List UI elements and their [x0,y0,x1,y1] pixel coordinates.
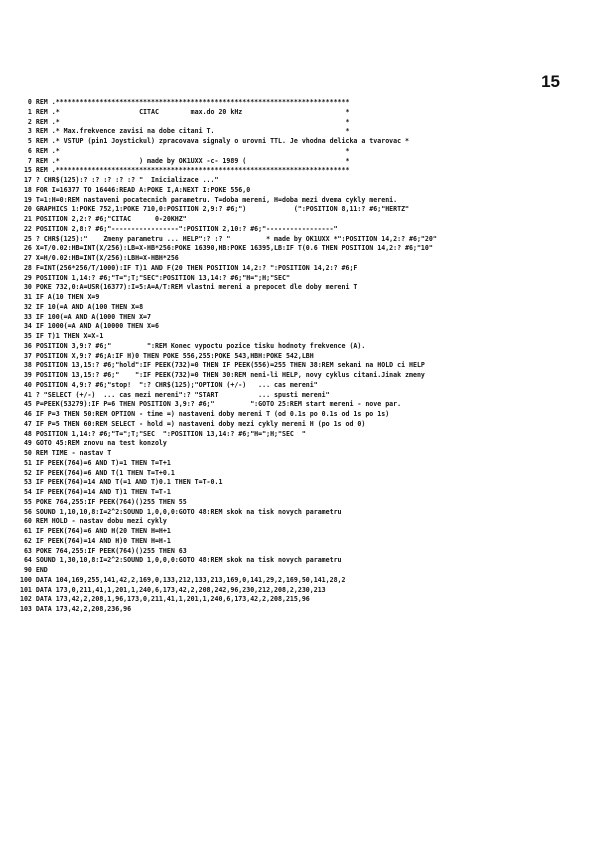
listing-line: 103 DATA 173,42,2,208,236,96 [16,605,132,613]
listing-line: 62 IF PEEK(764)=14 AND H)0 THEN H=H-1 [16,536,171,545]
page-number: 15 [541,72,560,91]
listing-line: 5 REM .* VSTUP (pin1 Joystickul) zpracovava signaly o urovni TTL. Je vhodna delicka a tvarovac * [16,137,410,145]
listing-line: 46 IF P=3 THEN 50:REM OPTION - time =) nastaveni doby mereni T (od 0.1s po 0.1s od 1s po 1s) [16,410,390,418]
listing-line: 102 DATA 173,42,2,208,1,96,173,0,211,41,1,201,1,240,6,173,42,2,208,215,96 [16,595,310,604]
listing-line: 32 IF 10(=A AND A(100 THEN X=8 [16,302,144,311]
listing-line: 63 POKE 764,255:IF PEEK(764)()255 THEN 63 [16,546,187,555]
listing-line: 29 POSITION 1,14:? #6;"T=";T;"SEC":POSITION 13,14:? #6;"H=";H;"SEC" [16,273,290,282]
listing-line: 51 IF PEEK(764)=6 AND T)=1 THEN T=T+1 [16,458,171,467]
listing-line: 25 ? CHR$(125):" Zmeny parametru ... HELP":? :? " * made by OK1UXX *":POSITION 14,2:? #6;"20" [16,234,437,243]
listing-line: 52 IF PEEK(764)=6 AND T(1 THEN T=T+0.1 [16,468,175,477]
listing-line: 2 REM .* * [16,117,350,126]
listing-line: 55 POKE 764,255:IF PEEK(764)()255 THEN 55 [16,497,187,506]
listing-line: 19 T=1:H=0:REM nastaveni pocatecnich parametru. T=doba mereni, H=doba mezi dvema cykly mereni. [16,195,398,204]
listing-line: 30 POKE 732,0:A=USR(16377):I=5:A=A/T:REM vlastni mereni a prepocet dle doby mereni T [16,283,358,292]
listing-line: 22 POSITION 2,8:? #6;"-----------------":POSITION 2,10:? #6;"-----------------" [16,224,338,233]
listing-line: 21 POSITION 2,2:? #6;"CITAC 0-20KHZ" [16,215,187,223]
listing-line: 47 IF P=5 THEN 60:REM SELECT - hold =) nastaveni doby mezi cykly mereni H (po 1s od 0) [16,419,366,428]
listing-line: 0 REM .************************************************************************** [16,98,350,106]
listing-line: 7 REM .* ) made by OK1UXX -c- 1989 ( * [16,156,350,165]
listing-line: 90 END [16,566,48,574]
listing-line: 37 POSITION X,9:? #6;A:IF H)0 THEN POKE 556,255:POKE 543,HBH:POKE 542,LBH [16,351,314,360]
listing-line: 17 ? CHR$(125):? :? :? :? :? " Inicializace ..." [16,176,219,184]
listing-line [16,615,588,625]
listing-line: 48 POSITION 1,14:? #6;"T=";T;"SEC ":POSITION 13,14:? #6;"H=";H;"SEC " [16,429,306,438]
listing-line: 50 REM TIME - nastav T [16,449,112,457]
listing-line: 101 DATA 173,0,211,41,1,201,1,240,6,173,42,2,208,242,96,230,212,208,2,230,213 [16,585,326,594]
listing-line: 3 REM .* Max.frekvence zavisi na dobe citani T. * [16,127,350,136]
listing-line: 27 X=H/0.02:HB=INT(X/256):LBH=X-HBH*256 [16,254,179,262]
listing-line: 1 REM .* CITAC max.do 20 kHz * [16,107,350,116]
listing-line: 36 POSITION 3,9:? #6;" ":REM Konec vypoctu pozice tisku hodnoty frekvence (A). [16,341,366,350]
listing-line: 35 IF T)1 THEN X=X-1 [16,332,104,340]
listing-line [16,625,588,635]
listing-line: 28 F=INT(256*256/T/1000):IF T)1 AND F(20 THEN POSITION 14,2:? ":POSITION 14,2:? #6;F [16,263,358,272]
listing-line: 64 SOUND 1,30,10,8:I=2^2:SOUND 1,0,0,0:GOTO 48:REM skok na tisk novych parametru [16,556,342,565]
listing-line: 53 IF PEEK(764)=14 AND T(=1 AND T)0.1 THEN T=T-0.1 [16,478,223,487]
listing-line: 31 IF A(10 THEN X=9 [16,293,100,301]
listing-line: 100 DATA 104,169,255,141,42,2,169,0,133,212,133,213,169,0,141,29,2,169,50,141,28,2 [16,575,346,584]
listing-line: 33 IF 100(=A AND A(1000 THEN X=7 [16,312,151,321]
listing-line: 20 GRAPHICS 1:POKE 752,1:POKE 710,0:POSITION 2,9:? #6;") (":POSITION 8,11:? #6;"HERTZ" [16,205,410,214]
listing-line: 18 FOR I=16377 TO 16446:READ A:POKE I,A:NEXT I:POKE 556,0 [16,185,251,194]
listing-line: 34 IF 1000(=A AND A(10000 THEN X=6 [16,322,159,331]
listing-line: 49 GOTO 45:REM znovu na test konzoly [16,439,167,448]
listing-line: 41 ? "SELECT (+/-) ... cas mezi mereni":? "START ... spusti mereni" [16,390,330,399]
listing-line: 45 P=PEEK(53279):IF P=6 THEN POSITION 3,9:? #6;" ":GOTO 25:REM start mereni - nove par. [16,400,402,409]
listing-line: 38 POSITION 13,15:? #6;"hold":IF PEEK(732)=0 THEN IF PEEK(556)=255 THEN 38:REM sekani na HOLD ci HELP [16,361,425,370]
listing-line: 26 X=T/0.02:HB=INT(X/256):LB=X-HB*256:POKE 16390,HB:POKE 16395,LB:IF T(0.6 THEN POSITION 14,2:? #6;"10" [16,244,433,253]
listing-line: 61 IF PEEK(764)=6 AND H(20 THEN H=H+1 [16,527,171,535]
listing-line: 40 POSITION 4,9:? #6;"stop! ":? CHR$(125);"OPTION (+/-) ... cas mereni" [16,380,318,389]
listing-line: 54 IF PEEK(764)=14 AND T)1 THEN T=T-1 [16,488,171,496]
listing-line: 6 REM .* * [16,146,350,155]
basic-program-listing [16,98,588,634]
listing-line: 39 POSITION 13,15:? #6;" ":IF PEEK(732)=0 THEN 30:REM neni-li HELP, novy cyklus citani.Jinak zmeny [16,371,425,379]
listing-line: 15 REM .************************************************************************** [16,166,350,175]
listing-line: 56 SOUND 1,10,10,8:I=2^2:SOUND 1,0,0,0:GOTO 48:REM skok na tisk novych parametru [16,507,342,516]
listing-line: 60 REM HOLD - nastav dobu mezi cykly [16,517,167,526]
